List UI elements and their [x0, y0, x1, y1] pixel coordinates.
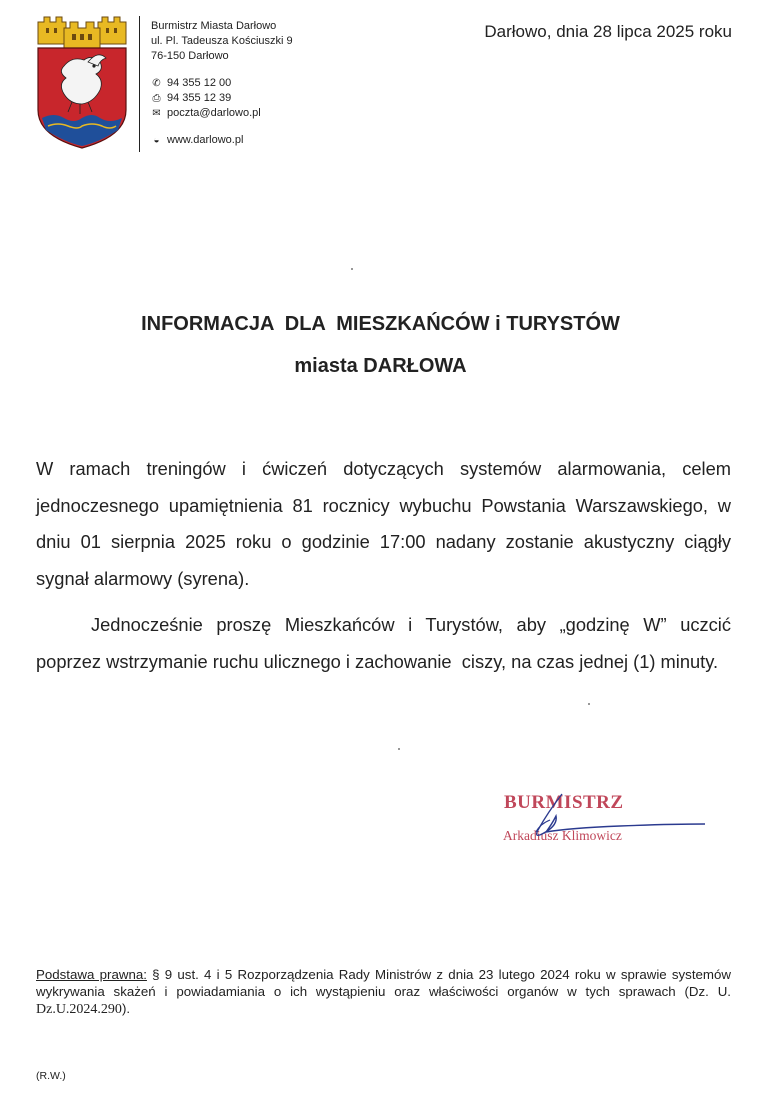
- scan-speck: [588, 703, 590, 705]
- legal-basis-end: ).: [121, 1001, 131, 1016]
- scan-speck: [398, 748, 400, 750]
- sender-city: 76-150 Darłowo: [151, 50, 229, 62]
- document-date: Darłowo, dnia 28 lipca 2025 roku: [484, 22, 732, 41]
- legal-basis-ref: Dz.U.2024.290: [36, 1002, 122, 1017]
- sender-email: poczta@darlowo.pl: [167, 107, 261, 119]
- scan-speck: [351, 268, 353, 270]
- sender-block: [151, 19, 293, 148]
- legal-basis-text: § 9 ust. 4 i 5 Rozporządzenia Rady Ministrów z dnia 23 lutego 2024 roku w sprawie systemów wykrywania skażeń i powiadamiania o ich wystąpieniu oraz właściwości organów w tych sprawach (Dz. U.: [36, 967, 735, 999]
- sender-website: www.darlowo.pl: [167, 134, 244, 146]
- sender-street: ul. Pl. Tadeusza Kościuszki 9: [151, 35, 293, 47]
- sender-name: Burmistrz Miasta Darłowo: [151, 20, 277, 32]
- body-paragraph-2: Jednocześnie proszę Mieszkańców i Turystów, aby „godzinę W” uczcić poprzez wstrzymanie ruchu ulicznego i zachowanie ciszy, na czas jednej (1) minuty.: [36, 614, 737, 672]
- legal-basis: [36, 966, 735, 1018]
- document-subtitle: miasta DARŁOWA: [294, 355, 467, 377]
- coat-of-arms-logo: [34, 14, 130, 152]
- handwritten-signature: [500, 786, 720, 856]
- body-paragraph-1: W ramach treningów i ćwiczeń dotyczących systemów alarmowania, celem jednoczesnego upamiętnienia 81 rocznicy wybuchu Powstania Warszawskiego, w dniu 01 sierpnia 2025 roku o godzinie 17:00 nadany zostanie akustyczny ciągły sygnał alarmowy (syrena).: [36, 458, 731, 589]
- phone-icon: ✆: [152, 78, 161, 89]
- document-title: INFORMACJA DLA MIESZKAŃCÓW i TURYSTÓW: [141, 313, 620, 335]
- author-initials: (R.W.): [36, 1070, 66, 1082]
- signature-name: Arkadiusz Klimowicz: [503, 828, 622, 843]
- envelope-icon: ✉: [152, 108, 161, 119]
- globe-icon: ◒: [153, 135, 160, 146]
- sender-phone: 94 355 12 00: [167, 77, 232, 89]
- legal-basis-label: Podstawa prawna:: [36, 967, 147, 982]
- sender-fax: 94 355 12 39: [167, 92, 232, 104]
- signature-block: [500, 786, 720, 856]
- fax-icon: ⎙: [152, 93, 161, 104]
- signature-title: BURMISTRZ: [504, 792, 624, 813]
- header-divider: [139, 16, 140, 152]
